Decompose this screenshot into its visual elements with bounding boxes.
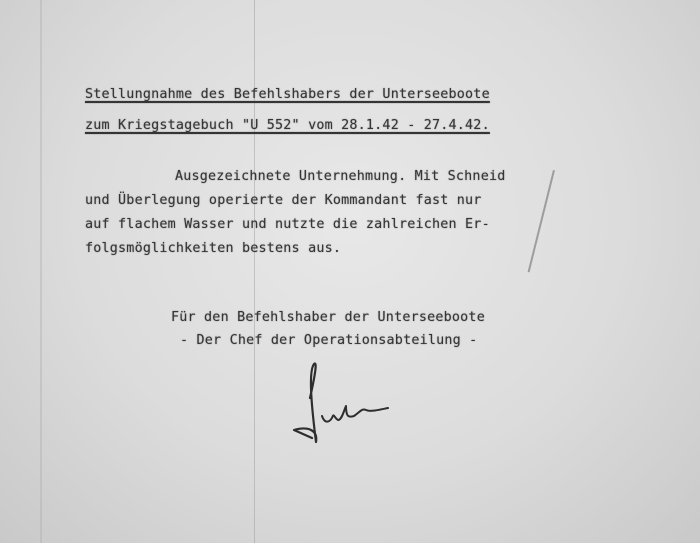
margin-pencil-mark (528, 170, 555, 272)
heading-line-2: zum Kriegstagebuch "U 552" vom 28.1.42 - 27.4.42. (85, 118, 490, 133)
body-line-4: folgsmöglichkeiten bestens aus. (85, 241, 342, 256)
handwritten-signature (288, 360, 408, 450)
scan-edge (40, 0, 42, 543)
signature-block-line-1: Für den Befehlshaber der Unterseeboote (171, 310, 485, 325)
body-line-1: Ausgezeichnete Unternehmung. Mit Schneid (175, 169, 506, 184)
fold-line (254, 0, 255, 543)
body-line-3: auf flachem Wasser und nutzte die zahlreichen Er- (85, 217, 490, 232)
heading-line-1: Stellungnahme des Befehlshabers der Unterseeboote (85, 87, 490, 102)
signature-block-line-2: - Der Chef der Operationsabteilung - (180, 333, 478, 348)
body-line-2: und Überlegung operierte der Kommandant fast nur (85, 193, 482, 208)
